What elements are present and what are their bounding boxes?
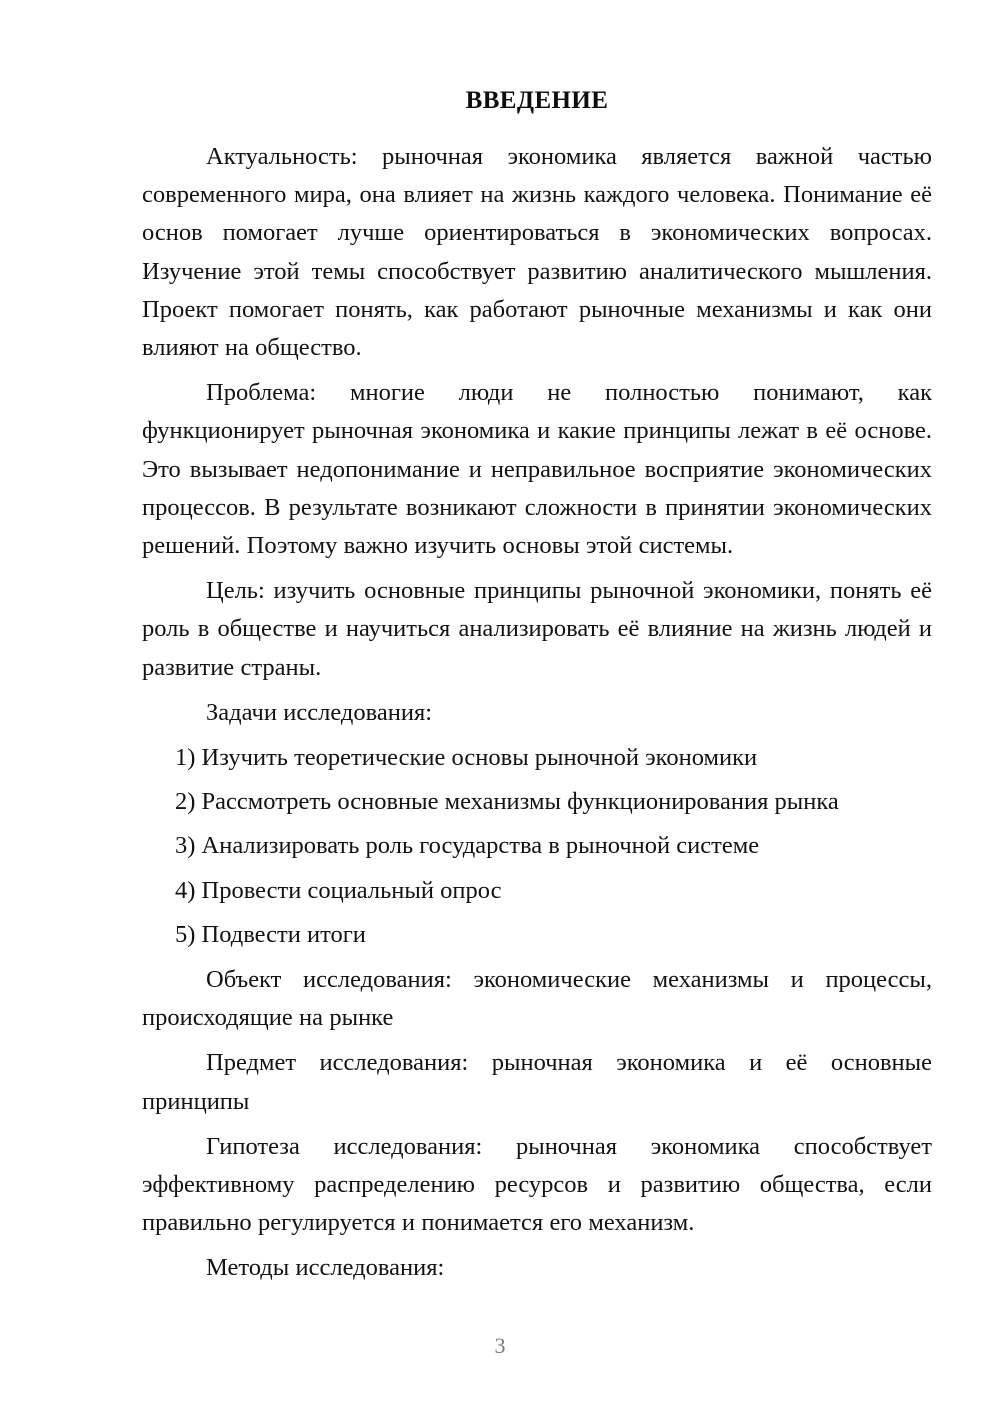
page-number: 3: [494, 1333, 506, 1358]
tasks-label: Задачи исследования:: [206, 698, 433, 726]
page-content: [142, 86, 932, 1295]
tasks-list: [142, 739, 932, 954]
paragraph-hypothesis: Гипотеза исследования: рыночная экономика способствует эффективному распределению ресурсов и развитию общества, если правильно регулируется и понимается его механизм.: [142, 1132, 932, 1237]
list-bottom-spacer: [142, 954, 932, 961]
paragraph-goal: Цель: изучить основные принципы рыночной экономики, понять её роль в обществе и научиться анализировать её влияние на жизнь людей и развитие страны.: [142, 577, 932, 681]
page-title: ВВЕДЕНИЕ: [465, 87, 609, 114]
paragraph-problem: Проблема: многие люди не полностью понимают, как функционирует рыночная экономика и какие принципы лежат в её основе. Это вызывает недопонимание и неправильное восприятие экономических процессов. В результате возникают сложности в принятии экономических решений. Поэтому важно изучить основы этой системы.: [142, 379, 932, 560]
paragraph-relevance: Актуальность: рыночная экономика является важной частью современного мира, она влияет на жизнь каждого человека. Понимание её основ помогает лучше ориентироваться в экономических вопросах. Изучение этой темы способствует развитию аналитического мышления. Проект помогает понять, как работают рыночные механизмы и как они влияют на общество.: [142, 143, 932, 362]
paragraph-object: Объект исследования: экономические механизмы и процессы, происходящие на рынке: [142, 966, 932, 1032]
list-item: 5) Подвести итоги: [175, 920, 366, 948]
paragraph-subject: Предмет исследования: рыночная экономика и её основные принципы: [142, 1049, 932, 1115]
list-item: 3) Анализировать роль государства в рыночной системе: [175, 832, 760, 860]
methods-label: Методы исследования:: [206, 1254, 445, 1282]
list-item: 4) Провести социальный опрос: [175, 876, 502, 904]
list-item: 2) Рассмотреть основные механизмы функционирования рынка: [175, 788, 839, 816]
list-item: 1) Изучить теоретические основы рыночной экономики: [175, 744, 758, 772]
